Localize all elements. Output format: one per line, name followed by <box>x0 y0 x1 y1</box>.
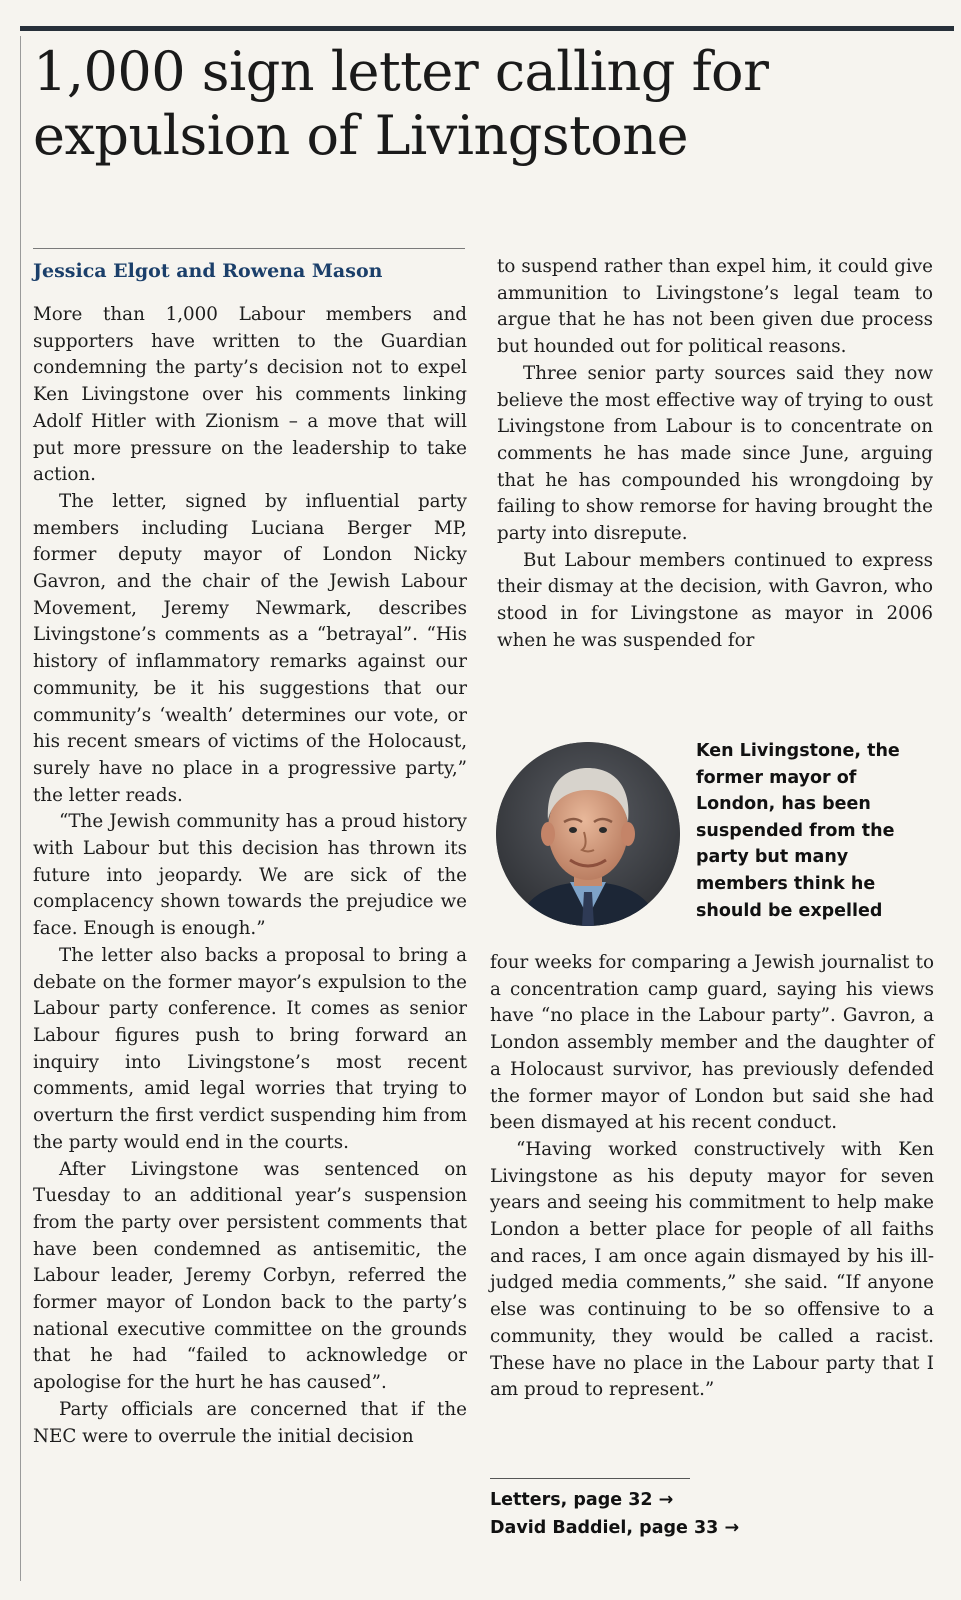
article-column-2-bottom <box>490 950 934 1404</box>
paragraph: four weeks for comparing a Jewish journalist to a concentration camp guard, saying his views have “no place in the Labour party”. Gavron, a London assembly member and the daughter of a Holocaust survivor, has previously defended the former mayor of London but said she had been dismayed at his recent conduct. <box>490 952 934 1134</box>
paragraph: Party officials are concerned that if the NEC were to overrule the initial decision <box>33 1398 467 1447</box>
top-rule <box>20 26 954 31</box>
paragraph: to suspend rather than expel him, it could give ammunition to Livingstone’s legal team to argue that he has not been given due process but hounded out for political reasons. <box>497 256 933 358</box>
paragraph: “Having worked constructively with Ken Livingstone as his deputy mayor for seven years and seeing his commitment to help make London a better place for people of all faiths and races, I am once again dismayed by his ill-judged media comments,” she said. “If anyone else was continuing to be so offensive to a community, they would be called a racist. These have no place in the Labour party that I am proud to represent.” <box>490 1138 934 1401</box>
headline: 1,000 sign letter calling for expulsion of Livingstone <box>33 40 769 167</box>
paragraph: The letter also backs a proposal to bring a debate on the former mayor’s expulsion to the Labour party conference. It comes as senior Labour figures push to bring forward an inquiry into Livingstone’s most recent comments, amid legal worries that trying to overturn the first verdict suspending him from the party would end in the courts. <box>33 944 467 1153</box>
column-edge-rule <box>20 36 21 1581</box>
portrait-illustration <box>496 742 680 926</box>
article-column-2-top <box>497 254 933 655</box>
paragraph: The letter, signed by influential party members including Luciana Berger MP, former deputy mayor of London Nicky Gavron, and the chair of the Jewish Labour Movement, Jeremy Newmark, describes Livingstone’s comments as a “betrayal”. “His history of inflammatory remarks against our community, be it his suggestions that our community’s ‘wealth’ determines our vote, or his recent smears of victims of the Holocaust, surely have no place in a progressive party,” the letter reads. <box>33 490 467 806</box>
paragraph: Three senior party sources said they now believe the most effective way of trying to oust Livingstone from Labour is to concentrate on comments he has made since June, arguing that he has compounded his wrongdoing by failing to show remorse for having brought the party into disrepute. <box>497 362 933 545</box>
cross-references <box>490 1486 739 1542</box>
letters-reference: Letters, page 32 → <box>490 1490 674 1510</box>
baddiel-reference: David Baddiel, page 33 → <box>490 1518 740 1538</box>
photo-caption: Ken Livingstone, the former mayor of London, has been suspended from the party but many members think he should be expelled <box>696 741 900 921</box>
paragraph: More than 1,000 Labour members and supporters have written to the Guardian condemning the party’s decision not to expel Ken Livingstone over his comments linking Adolf Hitler with Zionism – a move that will put more pressure on the leadership to take action. <box>33 304 467 486</box>
paragraph: After Livingstone was sentenced on Tuesday to an additional year’s suspension from the party over persistent comments that have been condemned as antisemitic, the Labour leader, Jeremy Corbyn, referred the former mayor of London back to the party’s national executive committee on the grounds that he had “failed to acknowledge or apologise for the hurt he has caused”. <box>33 1158 467 1394</box>
byline-rule <box>33 248 465 249</box>
paragraph: “The Jewish community has a proud history with Labour but this decision has thrown its future into jeopardy. We are sick of the complacency shown towards the prejudice we face. Enough is enough.” <box>33 811 467 940</box>
refs-rule <box>490 1478 690 1479</box>
portrait-photo <box>496 742 680 926</box>
paragraph: But Labour members continued to express their dismay at the decision, with Gavron, who stood in for Livingstone as mayor in 2006 when he was suspended for <box>497 549 933 651</box>
article-column-1 <box>33 302 467 1450</box>
byline: Jessica Elgot and Rowena Mason <box>33 260 383 282</box>
